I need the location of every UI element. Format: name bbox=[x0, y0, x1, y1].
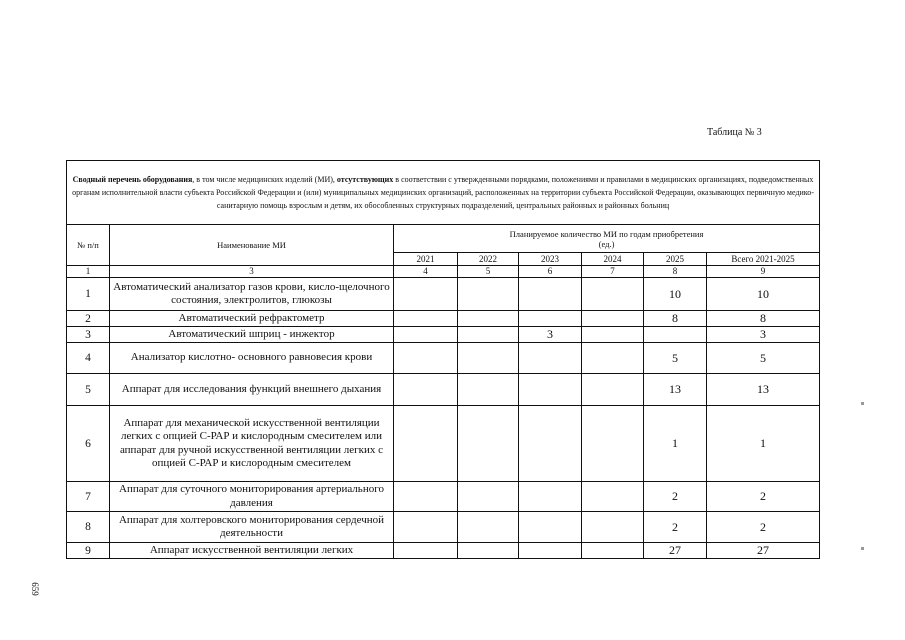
item-name: Автоматический анализатор газов крови, кисло-щелочного состояния, электролитов, глюкозы bbox=[110, 278, 394, 311]
row-number: 3 bbox=[67, 327, 110, 343]
scan-mark bbox=[861, 402, 864, 405]
caption-bold-1: Сводный перечень оборудования bbox=[72, 175, 193, 184]
value-total: 2 bbox=[707, 482, 820, 512]
header-name: Наименование МИ bbox=[110, 225, 394, 266]
row-number: 2 bbox=[67, 311, 110, 327]
header-year: 2023 bbox=[519, 253, 582, 266]
header-year: 2021 bbox=[394, 253, 458, 266]
column-number: 4 bbox=[394, 266, 458, 278]
table-row bbox=[67, 343, 820, 374]
value-2023 bbox=[519, 512, 582, 543]
value-2024 bbox=[582, 343, 644, 374]
item-name: Аппарат искусственной вентиляции легких bbox=[110, 543, 394, 559]
caption-text-2: в соответствии с утвержденными порядками, положениями и правилами в медицинских организациях, подведомственных органам исполнительной власти субъекта Российской Федерации и (или) муниципальных медицинских организаций, расположенных на территории субъекта Российской Федерации, оказывающих первичную медико-санитарную помощь взрослым и детям, их обособленных структурных подразделений, центральных районных и районных больниц bbox=[72, 175, 814, 210]
value-2025: 2 bbox=[644, 512, 707, 543]
value-2021 bbox=[394, 343, 458, 374]
value-2023 bbox=[519, 543, 582, 559]
value-2022 bbox=[458, 278, 519, 311]
value-2022 bbox=[458, 374, 519, 406]
value-2022 bbox=[458, 482, 519, 512]
value-2024 bbox=[582, 406, 644, 482]
value-2023 bbox=[519, 278, 582, 311]
table-row bbox=[67, 278, 820, 311]
value-2025: 8 bbox=[644, 311, 707, 327]
item-name: Автоматический рефрактометр bbox=[110, 311, 394, 327]
value-2022 bbox=[458, 327, 519, 343]
value-total: 13 bbox=[707, 374, 820, 406]
value-total: 8 bbox=[707, 311, 820, 327]
value-2021 bbox=[394, 278, 458, 311]
column-number: 9 bbox=[707, 266, 820, 278]
table-row bbox=[67, 406, 820, 482]
table-row bbox=[67, 311, 820, 327]
page-number: 659 bbox=[30, 582, 40, 596]
column-number: 1 bbox=[67, 266, 110, 278]
header-planned-unit: (ед.) bbox=[598, 238, 615, 249]
caption-text-1: , в том числе медицинских изделий (МИ), bbox=[192, 175, 337, 184]
value-2025: 27 bbox=[644, 543, 707, 559]
item-name: Аппарат для механической искусственной вентиляции легких с опцией С-РАР и кислородным смесителем или аппарат для ручной искусственной вентиляции легких с опцией С-РАР и кислородным смесителем bbox=[110, 406, 394, 482]
row-number: 1 bbox=[67, 278, 110, 311]
header-year: 2024 bbox=[582, 253, 644, 266]
value-2024 bbox=[582, 512, 644, 543]
value-2025: 2 bbox=[644, 482, 707, 512]
caption-row bbox=[67, 161, 820, 225]
row-number: 7 bbox=[67, 482, 110, 512]
column-numbers-row bbox=[67, 266, 820, 278]
table-row bbox=[67, 327, 820, 343]
row-number: 9 bbox=[67, 543, 110, 559]
value-2021 bbox=[394, 543, 458, 559]
item-name: Аппарат для суточного мониторирования артериального давления bbox=[110, 482, 394, 512]
value-2021 bbox=[394, 311, 458, 327]
value-2022 bbox=[458, 512, 519, 543]
value-2022 bbox=[458, 543, 519, 559]
row-number: 6 bbox=[67, 406, 110, 482]
value-2025: 13 bbox=[644, 374, 707, 406]
value-2021 bbox=[394, 374, 458, 406]
value-2024 bbox=[582, 543, 644, 559]
value-2021 bbox=[394, 327, 458, 343]
item-name: Аппарат для исследования функций внешнего дыхания bbox=[110, 374, 394, 406]
caption-bold-2: отсутствующих bbox=[336, 175, 394, 184]
row-number: 4 bbox=[67, 343, 110, 374]
header-row-1 bbox=[67, 225, 820, 253]
value-2024 bbox=[582, 327, 644, 343]
value-2023: 3 bbox=[519, 327, 582, 343]
header-num: № п/п bbox=[67, 225, 110, 266]
value-2023 bbox=[519, 374, 582, 406]
value-2024 bbox=[582, 482, 644, 512]
header-planned-title: Планируемое количество МИ по годам приобретения bbox=[509, 228, 704, 239]
item-name: Анализатор кислотно- основного равновесия крови bbox=[110, 343, 394, 374]
value-2021 bbox=[394, 482, 458, 512]
scan-mark bbox=[861, 547, 864, 550]
value-total: 10 bbox=[707, 278, 820, 311]
value-total: 1 bbox=[707, 406, 820, 482]
row-number: 5 bbox=[67, 374, 110, 406]
table-row bbox=[67, 374, 820, 406]
value-2024 bbox=[582, 374, 644, 406]
item-name: Аппарат для холтеровского мониторирования сердечной деятельности bbox=[110, 512, 394, 543]
value-2024 bbox=[582, 278, 644, 311]
header-year: 2025 bbox=[644, 253, 707, 266]
header-planned bbox=[394, 225, 820, 253]
equipment-table bbox=[66, 160, 820, 559]
value-total: 5 bbox=[707, 343, 820, 374]
value-2023 bbox=[519, 343, 582, 374]
value-total: 2 bbox=[707, 512, 820, 543]
column-number: 3 bbox=[110, 266, 394, 278]
table-number: Таблица № 3 bbox=[707, 127, 762, 138]
value-2022 bbox=[458, 406, 519, 482]
value-2025: 10 bbox=[644, 278, 707, 311]
value-total: 27 bbox=[707, 543, 820, 559]
value-2021 bbox=[394, 512, 458, 543]
table-row bbox=[67, 482, 820, 512]
value-2024 bbox=[582, 311, 644, 327]
value-2022 bbox=[458, 311, 519, 327]
table-row bbox=[67, 512, 820, 543]
header-year: 2022 bbox=[458, 253, 519, 266]
table-row bbox=[67, 543, 820, 559]
column-number: 6 bbox=[519, 266, 582, 278]
row-number: 8 bbox=[67, 512, 110, 543]
header-year-total: Всего 2021-2025 bbox=[707, 253, 820, 266]
value-2025: 1 bbox=[644, 406, 707, 482]
column-number: 7 bbox=[582, 266, 644, 278]
value-2023 bbox=[519, 406, 582, 482]
value-2023 bbox=[519, 311, 582, 327]
value-total: 3 bbox=[707, 327, 820, 343]
value-2022 bbox=[458, 343, 519, 374]
table-caption bbox=[67, 161, 820, 225]
column-number: 8 bbox=[644, 266, 707, 278]
item-name: Автоматический шприц - инжектор bbox=[110, 327, 394, 343]
column-number: 5 bbox=[458, 266, 519, 278]
value-2021 bbox=[394, 406, 458, 482]
value-2023 bbox=[519, 482, 582, 512]
value-2025 bbox=[644, 327, 707, 343]
value-2025: 5 bbox=[644, 343, 707, 374]
